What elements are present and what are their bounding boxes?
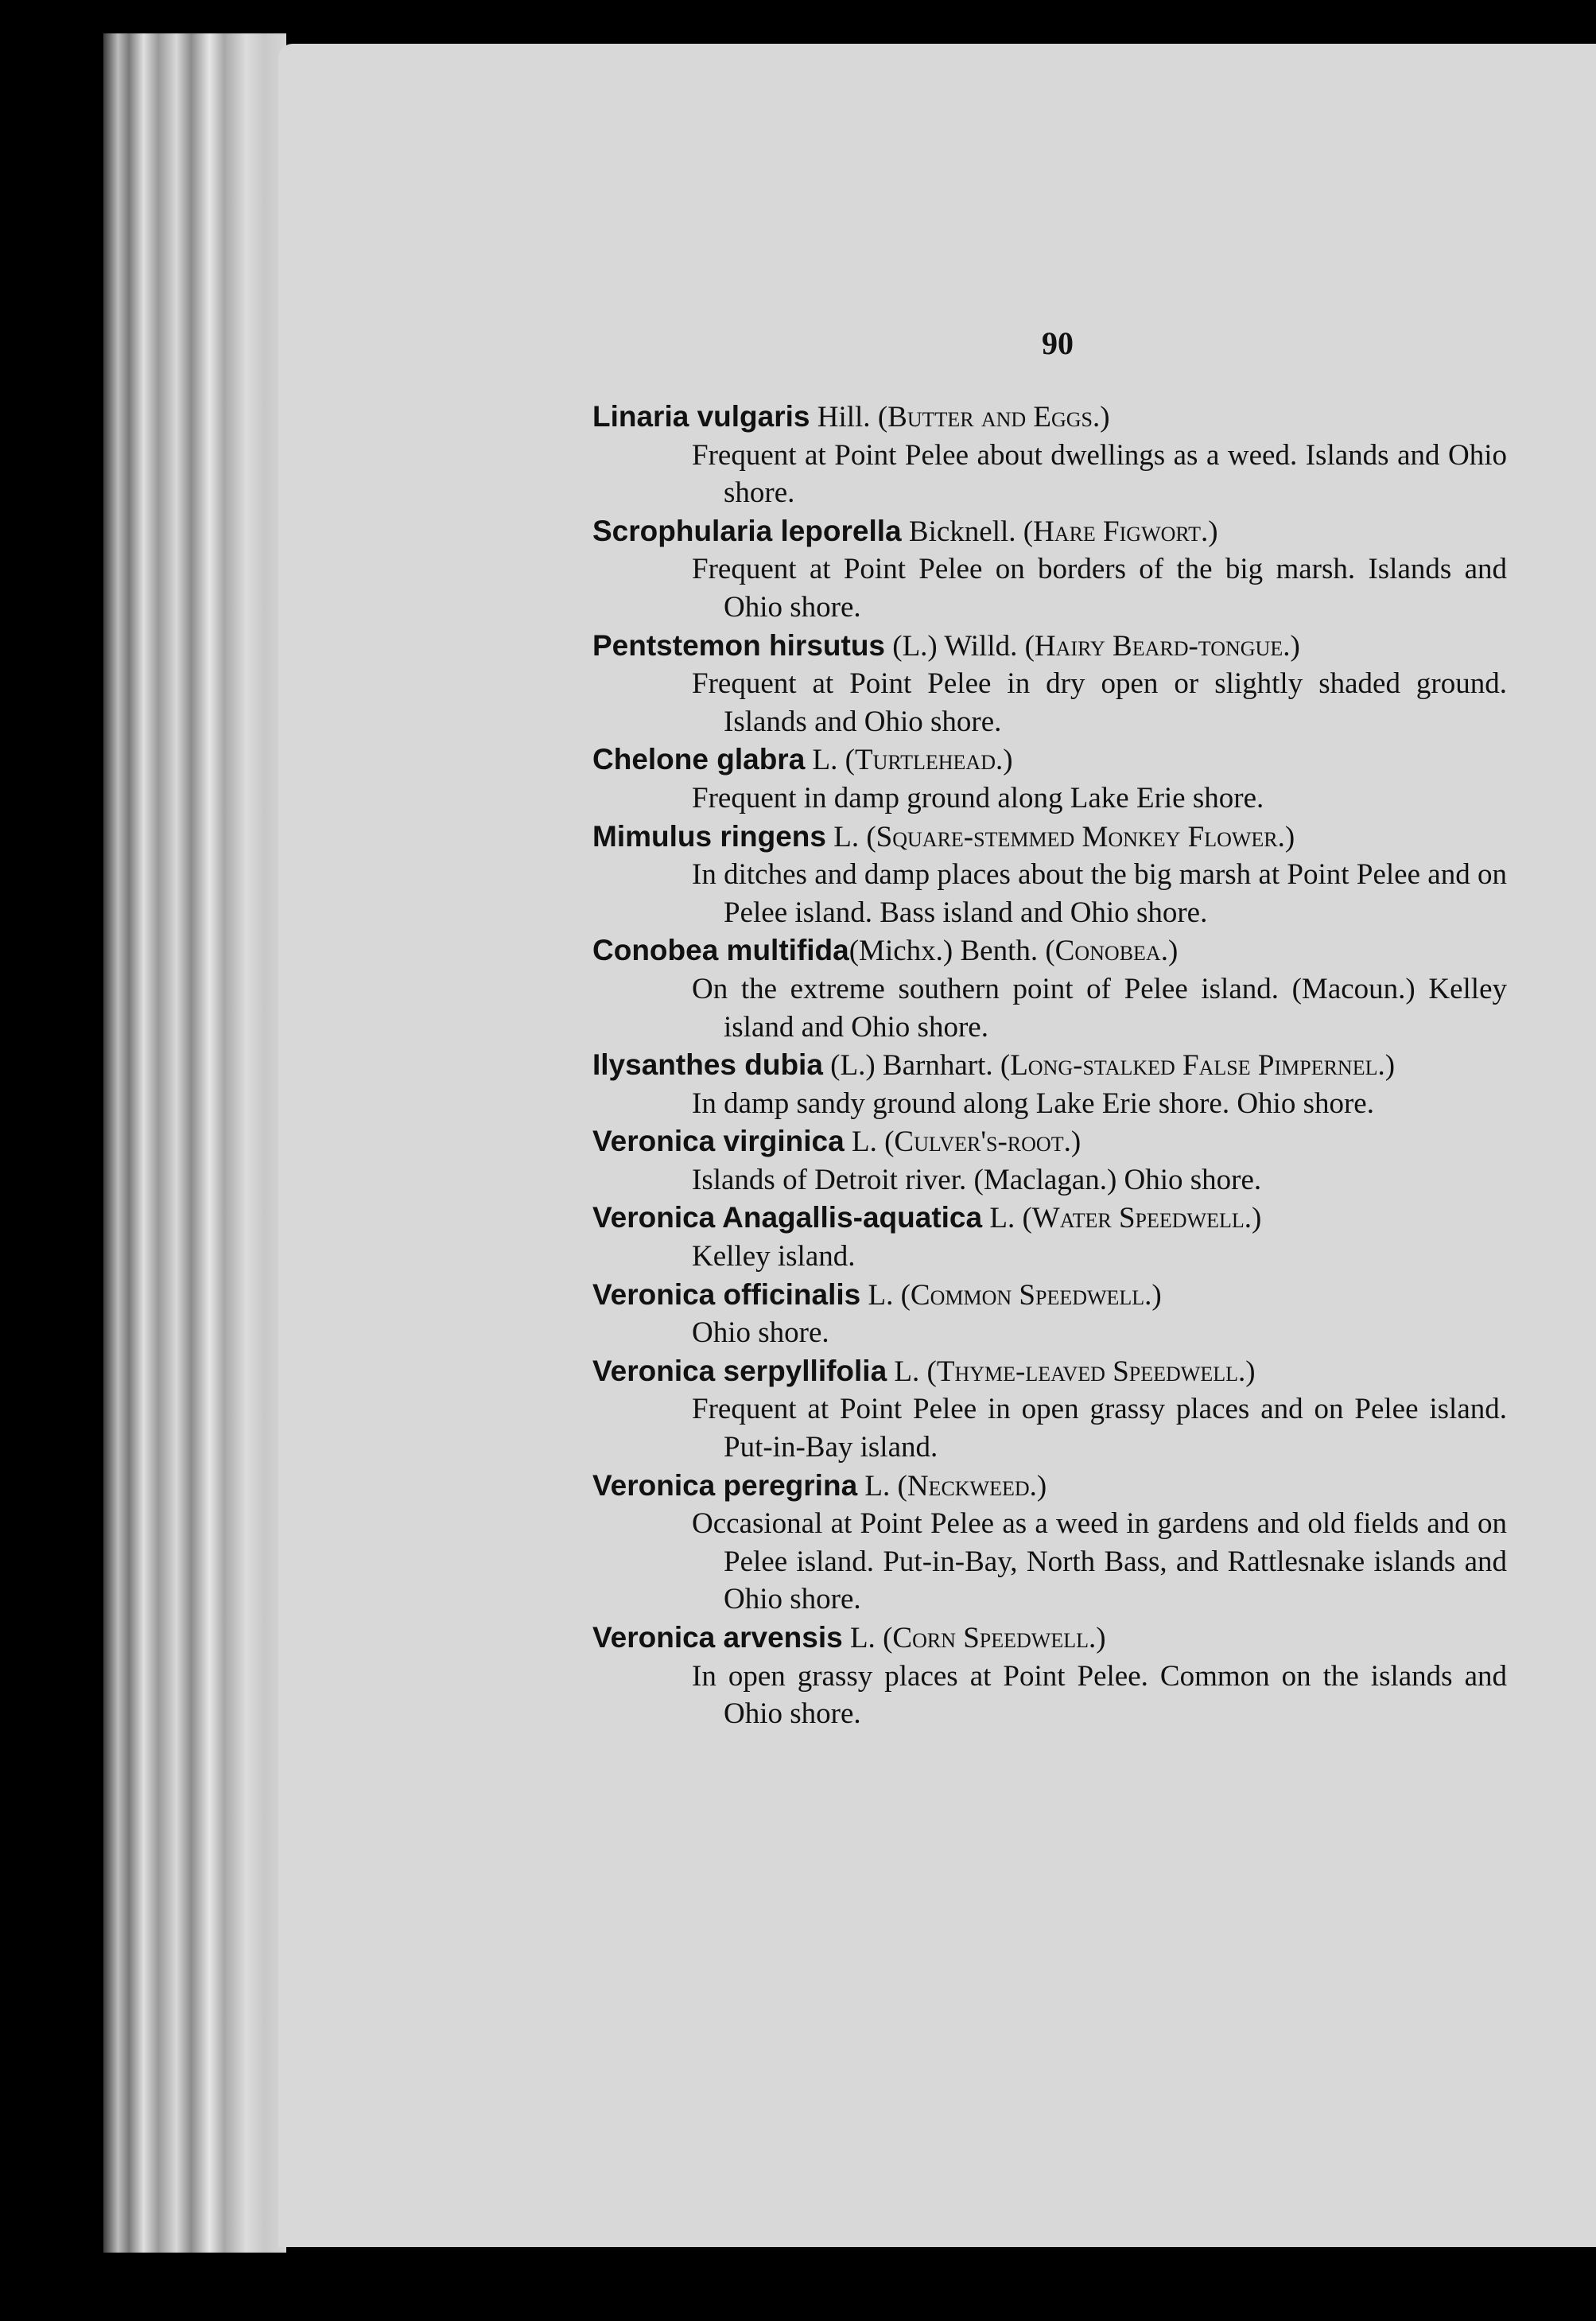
species-name: Veronica arvensis bbox=[592, 1621, 843, 1654]
entry-note: Frequent at Point Pelee about dwellings as a weed. Islands and Ohio shore. bbox=[692, 438, 1507, 510]
species-entry bbox=[592, 398, 1507, 512]
entry-heading bbox=[592, 1276, 1507, 1315]
species-entry bbox=[592, 512, 1507, 627]
entry-heading bbox=[592, 627, 1507, 666]
species-entry bbox=[592, 627, 1507, 741]
species-entry bbox=[592, 741, 1507, 817]
species-authority: L. bbox=[849, 1622, 876, 1654]
species-name: Veronica officinalis bbox=[592, 1277, 861, 1311]
entry-heading bbox=[592, 931, 1507, 970]
species-name: Veronica Anagallis-aquatica bbox=[592, 1201, 983, 1234]
common-name: (Butter and Eggs.) bbox=[877, 401, 1110, 433]
entry-heading bbox=[592, 1352, 1507, 1391]
entry-heading bbox=[592, 741, 1507, 779]
species-entry bbox=[592, 1122, 1507, 1199]
entry-note: Frequent at Point Pelee in dry open or slightly shaded ground. Islands and Ohio shore. bbox=[692, 667, 1507, 738]
entry-heading bbox=[592, 1619, 1507, 1658]
entry-note: Islands of Detroit river. (Maclagan.) Ohio shore. bbox=[692, 1163, 1262, 1196]
species-entry bbox=[592, 1352, 1507, 1467]
entry-note: In damp sandy ground along Lake Erie shore. Ohio shore. bbox=[692, 1087, 1374, 1120]
species-entry bbox=[592, 931, 1507, 1046]
species-authority: (L.) Barnhart. bbox=[830, 1049, 993, 1083]
species-authority: L. bbox=[851, 1126, 877, 1159]
entry-note: Kelley island. bbox=[692, 1240, 856, 1273]
entry-note: Frequent at Point Pelee on borders of the big marsh. Islands and Ohio shore. bbox=[692, 553, 1507, 624]
entry-heading bbox=[592, 818, 1507, 857]
species-authority: L. bbox=[812, 744, 838, 777]
entry-heading bbox=[592, 1122, 1507, 1161]
common-name: (Conobea.) bbox=[1045, 935, 1179, 968]
species-list bbox=[592, 398, 1507, 1733]
species-name: Ilysanthes dubia bbox=[592, 1048, 823, 1082]
species-authority: L. bbox=[894, 1355, 920, 1388]
entry-heading bbox=[592, 512, 1507, 551]
common-name: (Hairy Beard-tongue.) bbox=[1024, 629, 1300, 663]
entry-note: In open grassy places at Point Pelee. Common on the islands and Ohio shore. bbox=[692, 1659, 1507, 1731]
species-authority: L. bbox=[833, 820, 860, 853]
species-name: Veronica peregrina bbox=[592, 1468, 858, 1502]
species-entry bbox=[592, 1199, 1507, 1275]
common-name: (Water Speedwell.) bbox=[1022, 1202, 1262, 1235]
common-name: (Hare Figwort.) bbox=[1023, 515, 1218, 548]
entry-heading bbox=[592, 398, 1507, 437]
common-name: (Common Speedwell.) bbox=[900, 1278, 1162, 1312]
species-name: Veronica serpyllifolia bbox=[592, 1354, 887, 1387]
species-authority: Bicknell. bbox=[908, 515, 1016, 548]
entry-note: On the extreme southern point of Pelee island. (Macoun.) Kelley island and Ohio shore. bbox=[692, 972, 1507, 1044]
species-authority: L. bbox=[989, 1202, 1015, 1235]
species-authority: L. bbox=[868, 1278, 894, 1312]
species-authority: L. bbox=[864, 1469, 891, 1503]
species-entry bbox=[592, 818, 1507, 932]
species-authority: (Michx.) Benth. bbox=[848, 935, 1039, 968]
common-name: (Long-stalked False Pimpernel.) bbox=[1000, 1049, 1396, 1083]
species-name: Conobea multifida bbox=[592, 934, 849, 967]
entry-heading bbox=[592, 1199, 1507, 1238]
species-name: Veronica virginica bbox=[592, 1125, 845, 1158]
page-number: 90 bbox=[1042, 325, 1074, 361]
species-name: Mimulus ringens bbox=[592, 819, 826, 853]
common-name: (Square-stemmed Monkey Flower.) bbox=[866, 820, 1295, 853]
common-name: (Thyme-leaved Speedwell.) bbox=[926, 1355, 1256, 1388]
book-page-edges bbox=[103, 33, 286, 2253]
entry-note: Frequent at Point Pelee in open grassy places and on Pelee island. Put-in-Bay island. bbox=[692, 1393, 1507, 1464]
species-entry bbox=[592, 1276, 1507, 1352]
common-name: (Corn Speedwell.) bbox=[883, 1622, 1106, 1654]
species-authority: (L.) Willd. bbox=[892, 629, 1018, 663]
entry-note: Occasional at Point Pelee as a weed in gardens and old fields and on Pelee island. Put-in-Bay, North Bass, and Rattlesnake islands and Ohio shore. bbox=[692, 1507, 1507, 1616]
species-name: Pentstemon hirsutus bbox=[592, 628, 885, 662]
entry-heading bbox=[592, 1467, 1507, 1506]
species-name: Linaria vulgaris bbox=[592, 400, 810, 433]
common-name: (Turtlehead.) bbox=[845, 744, 1013, 777]
entry-note: Frequent in damp ground along Lake Erie shore. bbox=[692, 781, 1264, 814]
species-authority: Hill. bbox=[817, 401, 871, 433]
species-entry bbox=[592, 1467, 1507, 1619]
species-name: Chelone glabra bbox=[592, 743, 806, 776]
common-name: (Neckweed.) bbox=[897, 1469, 1047, 1503]
entry-heading bbox=[592, 1046, 1507, 1085]
species-entry bbox=[592, 1046, 1507, 1122]
species-entry bbox=[592, 1619, 1507, 1733]
entry-note: Ohio shore. bbox=[692, 1316, 829, 1350]
entry-note: In ditches and damp places about the big marsh at Point Pelee and on Pelee island. Bass island and Ohio shore. bbox=[692, 858, 1507, 929]
species-name: Scrophularia leporella bbox=[592, 514, 902, 547]
common-name: (Culver's-root.) bbox=[884, 1126, 1081, 1159]
